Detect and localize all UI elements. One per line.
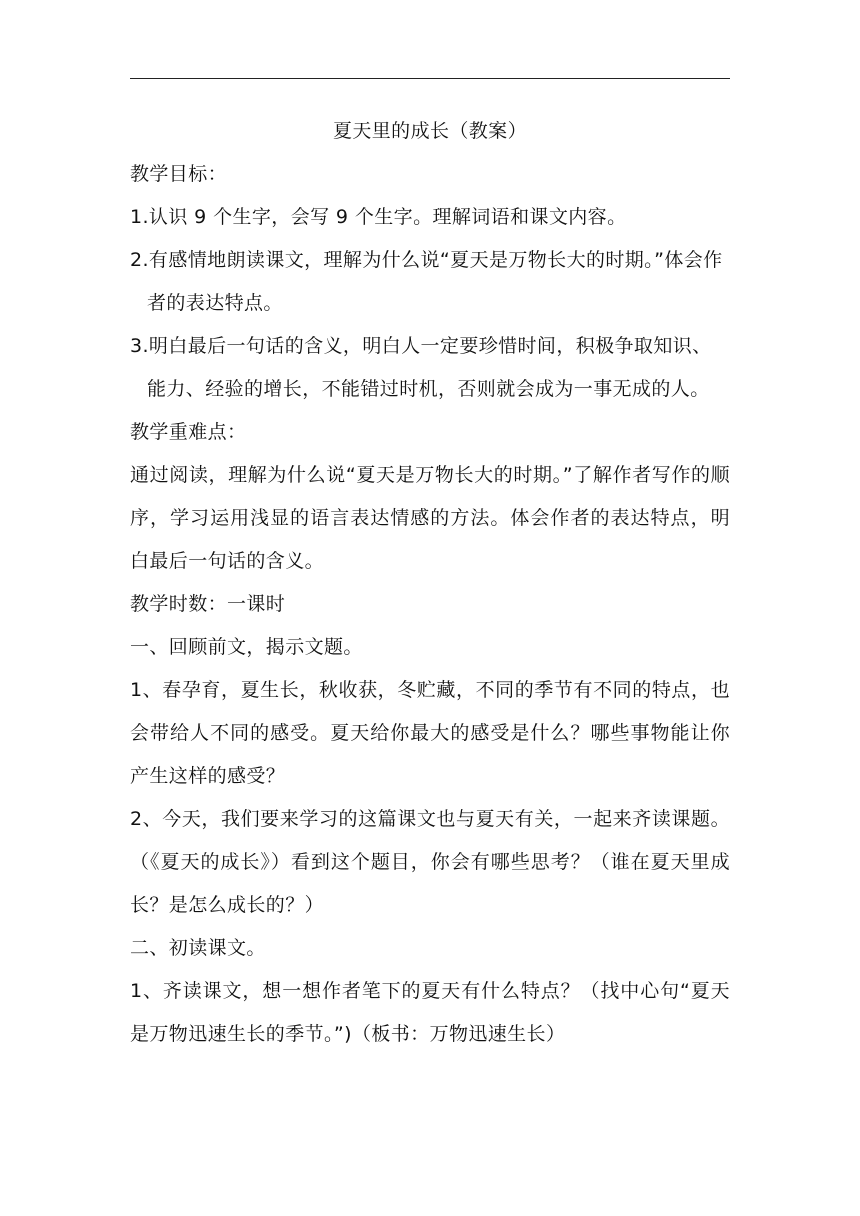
teaching-hours: 教学时数：一课时 [130, 593, 286, 615]
key-points-heading: 教学重难点： [130, 421, 247, 443]
section-2-item-1: 1、齐读课文，想一想作者笔下的夏天有什么特点？（找中心句“夏天是万物迅速生长的季节。”)（板书：万物迅速生长） [130, 980, 730, 1045]
header-rule [130, 78, 730, 79]
objective-item-3: 3.明白最后一句话的含义，明白人一定要珍惜时间，积极争取知识、能力、经验的增长，不能错过时机，否则就会成为一事无成的人。 [130, 335, 712, 400]
objective-item-2: 2.有感情地朗读课文，理解为什么说“夏天是万物长大的时期。”体会作者的表达特点。 [130, 249, 723, 314]
objective-item-1: 1.认识 9 个生字，会写 9 个生字。理解词语和课文内容。 [130, 206, 627, 228]
section-1-heading: 一、回顾前文，揭示文题。 [130, 636, 363, 658]
key-points-text: 通过阅读，理解为什么说“夏天是万物长大的时期。”了解作者写作的顺序，学习运用浅显的语言表达情感的方法。体会作者的表达特点，明白最后一句话的含义。 [130, 464, 730, 572]
document-body [130, 110, 730, 1056]
section-1-item-2: 2、今天，我们要来学习的这篇课文也与夏天有关，一起来齐读课题。（《夏天的成长》）看到这个题目，你会有哪些思考？（谁在夏天里成长？是怎么成长的？） [130, 808, 730, 916]
section-1-item-1: 1、春孕育，夏生长，秋收获，冬贮藏，不同的季节有不同的特点，也会带给人不同的感受。夏天给你最大的感受是什么？哪些事物能让你产生这样的感受？ [130, 679, 730, 787]
section-2-heading: 二、初读课文。 [130, 937, 266, 959]
objectives-heading: 教学目标： [130, 163, 228, 185]
document-title: 夏天里的成长（教案） [332, 120, 527, 142]
